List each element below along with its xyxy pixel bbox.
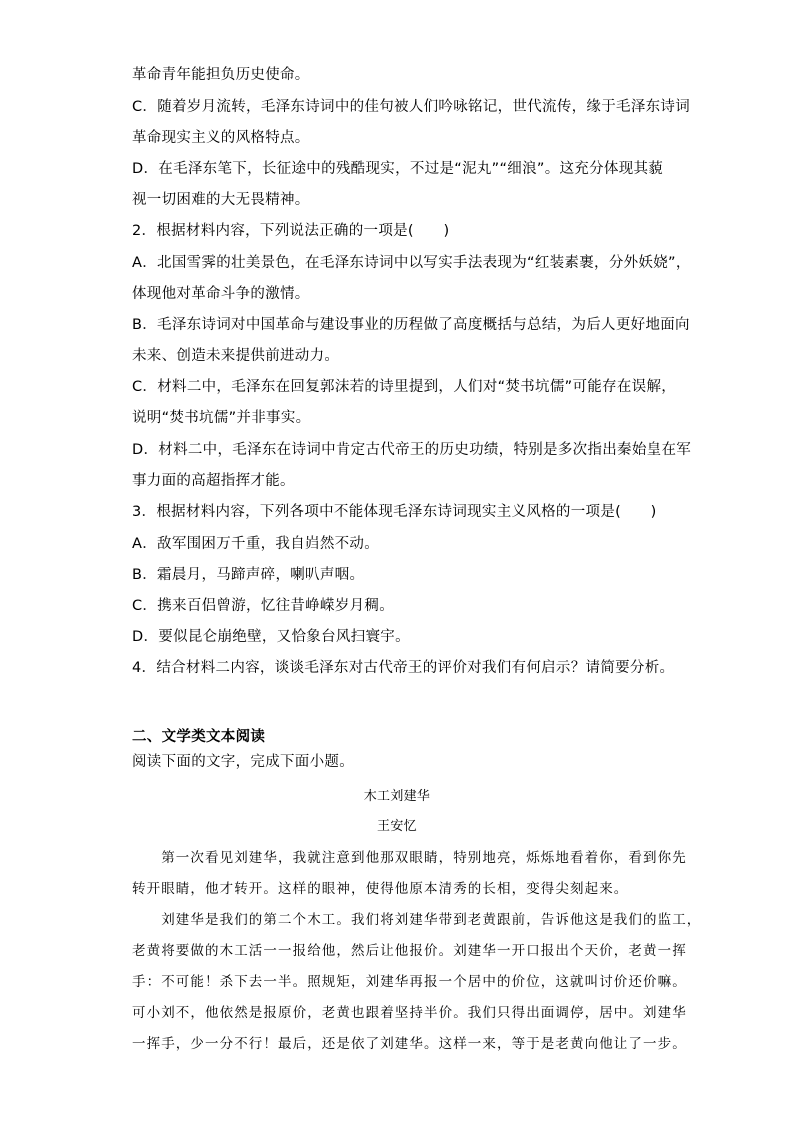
question-2: 2．根据材料内容，下列说法正确的一项是( ) [132,223,450,239]
option-a-line: A．敌军围困万千重，我自岿然不动。 [132,536,380,552]
option-d-line: D．材料二中，毛泽东在诗词中肯定古代帝王的历史功绩，特别是多次指出秦始皇在军 [132,442,692,458]
option-d-line: D．在毛泽东笔下，长征途中的残酷现实，不过是“泥丸”“细浪”。这充分体现其藐 [132,161,664,177]
story-paragraph-line: 转开眼睛，他才转开。这样的眼神，使得他原本清秀的长相，变得尖刻起来。 [132,881,629,897]
option-c-line: C．材料二中，毛泽东在回复郭沫若的诗里提到，人们对“焚书坑儒”可能存在误解， [132,379,677,395]
text-line: 革命现实主义的风格特点。 [132,130,310,146]
story-paragraph-line: 一挥手，少一分不行！最后，还是依了刘建华。这样一来，等于是老黄向他让了一步。 [132,1036,687,1052]
text-line: 未来、创造未来提供前进动力。 [132,348,340,364]
story-paragraph-line: 第一次看见刘建华，我就注意到他那双眼睛，特别地亮，烁烁地看着你，看到你先 [132,850,687,866]
option-c-line: C．携来百侣曾游，忆往昔峥嵘岁月稠。 [132,598,395,614]
story-title: 木工刘建华 [363,789,431,804]
story-paragraph-line: 老黄将要做的木工活一一报给他，然后让他报价。刘建华一开口报出个天价，老黄一挥 [132,943,687,959]
option-c-line: C．随着岁月流转，毛泽东诗词中的佳句被人们吟咏铭记，世代流传，缘于毛泽东诗词 [132,99,691,115]
option-b-line: B．毛泽东诗词对中国革命与建设事业的历程做了高度概括与总结，为后人更好地面向 [132,317,690,333]
option-d-line: D．要似昆仑崩绝壁，又恰象台风扫寰宇。 [132,629,410,645]
option-a-line: A．北国雪霁的壮美景色，在毛泽东诗词中以写实手法表现为“红装素裹，分外妖娆”， [132,255,691,271]
section-heading: 二、文学类文本阅读 [132,729,266,745]
story-paragraph-line: 刘建华是我们的第二个木工。我们将刘建华带到老黄跟前，告诉他这是我们的监工， [132,912,702,928]
text-line: 事力面的高超指挥才能。 [132,473,295,489]
story-author: 王安忆 [377,819,417,834]
section-instruction: 阅读下面的文字，完成下面小题。 [132,754,354,770]
story-paragraph-line: 手：不可能！杀下去一半。照规矩，刘建华再报一个居中的价位，这就叫讨价还价嘛。 [132,974,687,990]
text-line: 说明“焚书坑儒”并非事实。 [132,410,311,426]
question-4: 4．结合材料二内容，谈谈毛泽东对古代帝王的评价对我们有何启示？请简要分析。 [132,660,675,676]
question-3: 3．根据材料内容，下列各项中不能体现毛泽东诗词现实主义风格的一项是( ) [132,504,657,520]
text-line: 视一切困难的大无畏精神。 [132,192,310,208]
option-b-line: B．霜晨月，马蹄声碎，喇叭声咽。 [132,567,365,583]
text-line: 革命青年能担负历史使命。 [132,67,310,83]
text-line: 体现他对革命斗争的激情。 [132,286,310,302]
story-paragraph-line: 可小刘不，他依然是报原价，老黄也跟着坚持半价。我们只得出面调停，居中。刘建华 [132,1005,687,1021]
